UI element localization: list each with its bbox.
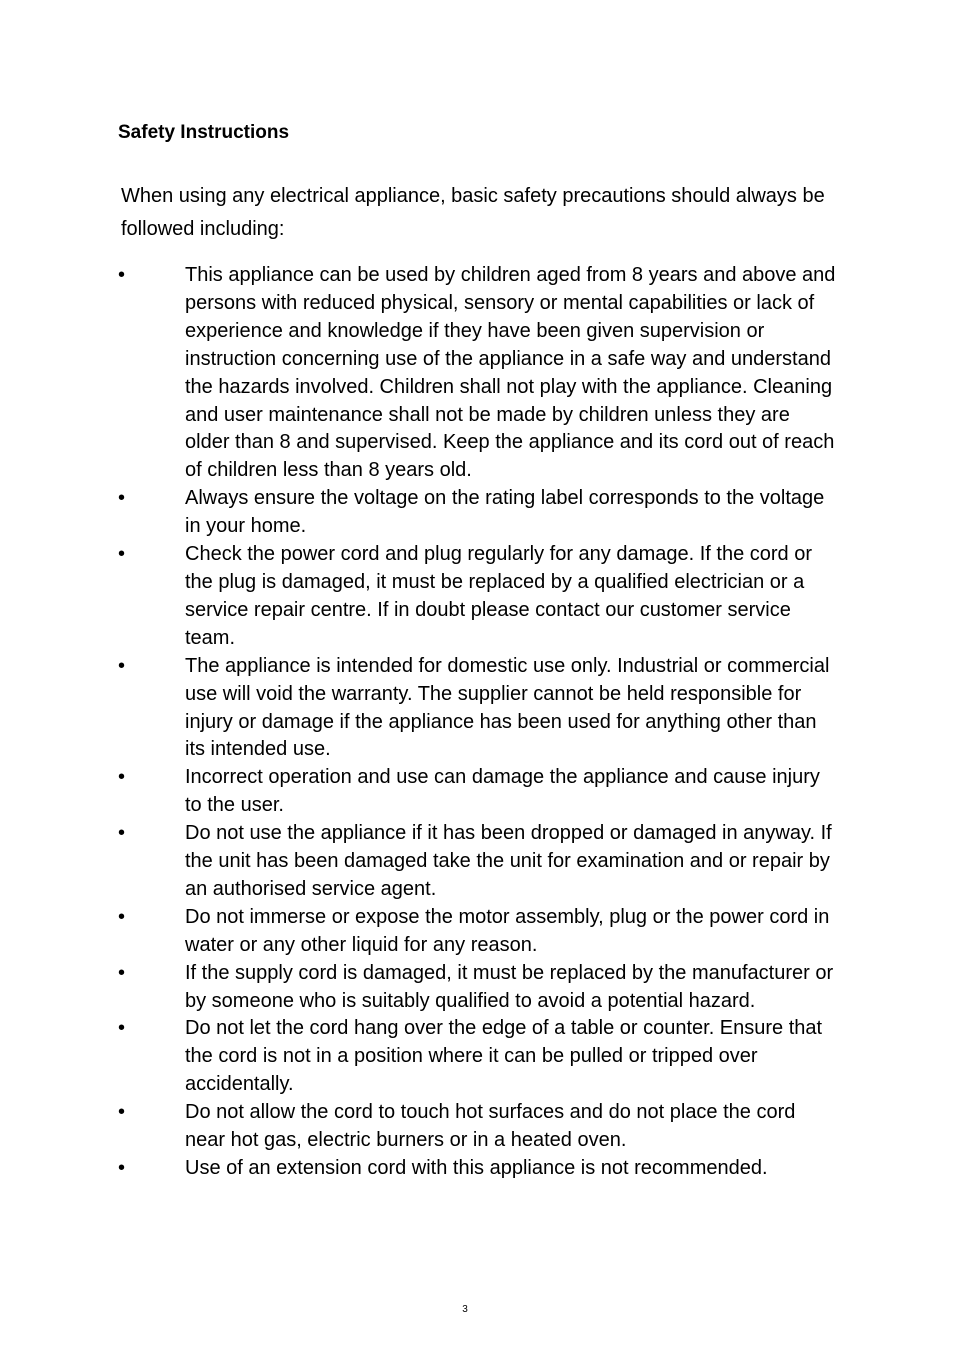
bullet-icon: •	[118, 264, 126, 286]
list-item-text: Use of an extension cord with this appliance is not recommended.	[185, 1157, 768, 1179]
bullet-icon: •	[118, 487, 126, 510]
list-item	[118, 1015, 838, 1099]
list-item	[118, 764, 838, 820]
bullet-icon: •	[118, 1017, 126, 1040]
list-item	[118, 541, 838, 653]
list-item-text: If the supply cord is damaged, it must be replaced by the manufacturer or by someone who is suitably qualified to avoid a potential hazard.	[185, 961, 834, 1012]
list-item	[118, 262, 838, 485]
list-item	[118, 960, 838, 1016]
page-number: 3	[462, 1304, 468, 1315]
safety-list	[118, 262, 838, 1183]
list-item-text: Do not immerse or expose the motor assembly, plug or the power cord in water or any other liquid for any reason.	[185, 905, 830, 956]
bullet-icon: •	[118, 905, 126, 928]
section-title: Safety Instructions	[118, 122, 290, 143]
list-item	[118, 904, 838, 960]
list-item	[118, 1155, 838, 1183]
list-item-text: Do not allow the cord to touch hot surfaces and do not place the cord near hot gas, electric burners or in a heated oven.	[185, 1101, 796, 1152]
list-item-text: Incorrect operation and use can damage the appliance and cause injury to the user.	[185, 766, 820, 817]
bullet-icon: •	[118, 822, 126, 845]
bullet-icon: •	[118, 766, 126, 789]
list-item-text: This appliance can be used by children aged from 8 years and above and persons with reduced physical, sensory or mental capabilities or lack of experience and knowledge if they have been given supervision or instruction concerning use of the appliance in a safe way and understand the hazards involved. Children shall not play with the appliance. Cleaning and user maintenance shall not be made by children unless they are older than 8 and supervised. Keep the appliance and its cord out of reach of children less than 8 years old.	[185, 264, 836, 482]
list-item-text: Do not use the appliance if it has been dropped or damaged in anyway. If the unit has been damaged take the unit for examination and or repair by an authorised service agent.	[185, 822, 832, 900]
list-item	[118, 653, 838, 765]
bullet-icon: •	[118, 1157, 126, 1179]
list-item	[118, 485, 838, 541]
list-item-text: Always ensure the voltage on the rating label corresponds to the voltage in your home.	[185, 487, 825, 538]
list-item-text: Do not let the cord hang over the edge of a table or counter. Ensure that the cord is not in a position where it can be pulled or tripped over accidentally.	[185, 1017, 823, 1096]
list-item	[118, 1099, 838, 1155]
list-item-text: The appliance is intended for domestic use only. Industrial or commercial use will void the warranty. The supplier cannot be held responsible for injury or damage if the appliance has been used for anything other than its intended use.	[185, 654, 830, 761]
bullet-icon: •	[118, 1101, 126, 1124]
bullet-icon: •	[118, 543, 126, 566]
bullet-icon: •	[118, 654, 126, 677]
bullet-icon: •	[118, 961, 126, 984]
list-item-text: Check the power cord and plug regularly for any damage. If the cord or the plug is damaged, it must be replaced by a qualified electrician or a service repair centre. If in doubt please contact our customer service team.	[185, 543, 813, 649]
intro-paragraph: When using any electrical appliance, basic safety precautions should always be followed including:	[121, 185, 825, 240]
list-item	[118, 820, 838, 904]
